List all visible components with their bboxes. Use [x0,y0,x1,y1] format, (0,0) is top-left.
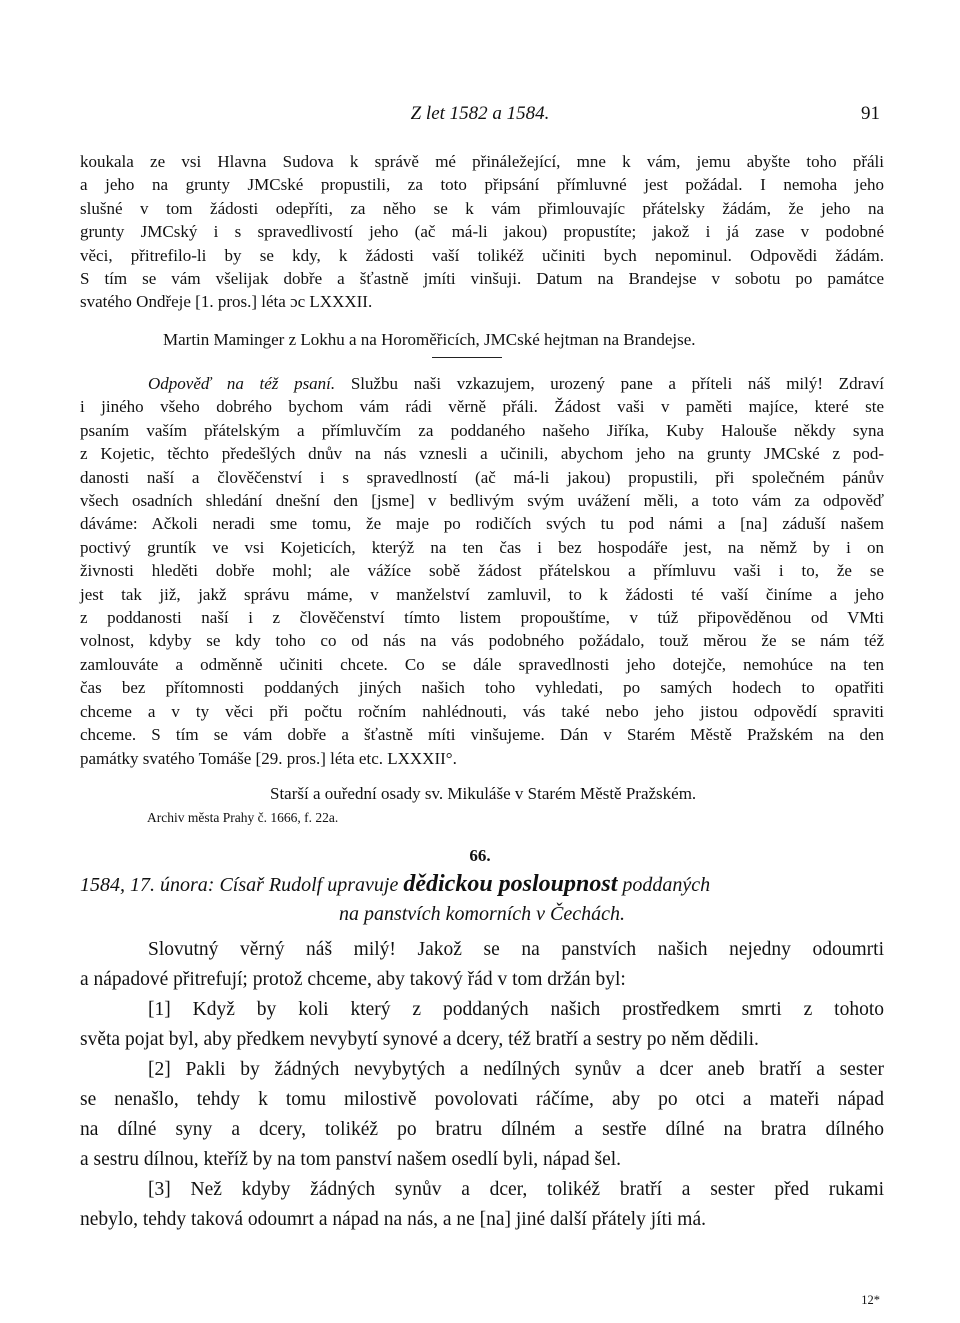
text-line: z Kojetic, těchto předešlých dnův na nás vznesli a učinili, abychom jeho na grunty JMCské z pod- [80,444,884,464]
text-line [80,372,884,395]
heading-prefix: 1584, 17. února: Císař Rudolf upravuje [80,874,404,896]
text-line: jest tak již, jakž správu máme, v manželství zamluvil, to k žádosti té vaší činíme a jeho [80,584,884,604]
text-line: a sestru dílnou, kteříž by na tom panství našem osedlí byli, nápad šel. [80,1149,622,1170]
text-line: památky svatého Tomáše [29. pros.] léta etc. LXXXII°. [80,748,457,768]
text-line: světa pojat byl, aby předkem nevybytí synové a dcery, též bratří a sestry po něm dědili. [80,1029,759,1050]
text-line: nebylo, tehdy taková odoumrt a nápad na nás, a ne [na] jiné další přátely jíti má. [80,1209,706,1230]
text-line: psaním vaším přátelským a přímluvčím za poddaného našeho Jiříka, Kuby Halouše někdy syna [80,420,884,440]
document-number: 66. [469,846,491,865]
running-title: Z let 1582 a 1584. [410,103,550,124]
document-heading [80,870,884,929]
text-line: [1] Když by koli který z poddaných našich prostředkem smrti z tohoto [148,999,884,1020]
archive-note: Archiv města Prahy č. 1666, f. 22a. [147,810,339,825]
text-line: věci, přitrefilo-li by se kdy, k žádosti vaší tolikéž učiniti bych nepominul. Odpovědi žádám. [80,245,884,265]
running-head [80,103,880,129]
text-line: poctivý gruntík ve vsi Kojeticích, kterýž na ten čas i bez hospodáře jest, na němž by i on [80,537,884,557]
heading-line [80,870,884,900]
text-line: na dílné syny a dcery, tolikéž po bratru dílném a sestře dílné na bratra dílného [80,1119,884,1140]
text-line: grunty JMCský i s spravedlivostí jeho (ač má-li jakou) propustíte; jakož i já zase v podobné [80,222,884,242]
reply-lead: Odpověď na též psaní. [148,374,336,393]
text-line: i jiného všeho dobrého bychom vám rádi věrně přáli. Žádost vaši v paměti majíce, které ste [80,397,884,417]
text-line: slušné v tom žádosti odepříti, za něho se k vám přimlouvajíc přátelsky žádám, že jeho na [80,198,884,218]
paragraph-continuation [80,150,884,314]
text-line: Slovutný věrný náš milý! Jakož se na panstvích našich nejedny odoumrti [148,939,884,960]
text-line: zamlouváte a odměnně učiniti chcete. Co se dále spravedlnosti jeho dotejče, nemohúce na ten [80,654,884,674]
signature-block [80,328,884,351]
text-line: svatého Ondřeje [1. pros.] léta ɔc LXXXII. [80,292,373,312]
heading-line-2: na panstvích komorních v Čechách. [338,903,626,925]
text-line: čas bez přítomnosti poddaných jiných našich toho vyhledati, po samých hodech to opatřiti [80,678,884,698]
heading-suffix: poddaných [617,874,711,896]
text-line: danosti naší a člověčenství i s spravedlností (ač má-li jakou) propustili, při společném pánův [80,467,884,487]
text-line: dáváme: Ačkoli neradi sme tomu, že maje po rodičích svých tu pod námi a [na] záduší našem [80,514,884,534]
printer-signature: 12* [861,1293,880,1307]
text-line: chceme. S tím se vám dobře a šťastně míti vinšujeme. Dán v Starém Městě Pražském na den [80,725,884,745]
signature-block [80,782,884,805]
text-line: a nápadové přitrefují; protož chceme, aby takový řád v tom držán byl: [80,969,626,990]
reply-first-line: Službu naši vzkazujem, urozený pane a příteli náš milý! Zdraví [335,374,884,393]
text-line: [2] Pakli by žádných nevybytých a nedílných synův a dcer aneb bratří a sester [148,1059,884,1080]
text-line: S tím se vám všelijak dobře a šťastně jmíti vinšuji. Datum na Brandejse v sobotu po památce [80,269,884,289]
text-line: živnosti hleděti dobře mohl; ale vážíce sobě žádost přátelskou a přímluvu vaši i to, že se [80,561,884,581]
page-number: 91 [861,103,880,124]
section-divider [432,357,502,358]
reply-letter [80,372,884,770]
text-line: a jeho na grunty JMCské propustili, za toto připsání přímluvné jest požádal. I nemoha jeho [80,175,884,195]
text-line: všech osadních shledání dnešní den [jsme] v bedlivým svým uvážení měli, a toto vám za odpověď [80,491,884,511]
heading-keyword: dědickou posloupnost [403,871,618,897]
text-line: koukala ze vsi Hlavna Sudova k správě mé přináležející, mne k vám, jemu abyšte toho přáli [80,152,884,171]
text-line: z poddanosti naší i z člověčenství tímto listem propouštíme, v túž připověděnou od VMti [80,608,884,628]
signature-maminger: Martin Maminger z Lokhu a na Horoměřicích, JMCské hejtman na Brandejse. [163,330,696,349]
edict-text [80,935,884,1235]
text-line: chceme a v ty věci při počtu ročním nahlédnouti, vás také nebo jeho jistou odpovědí spraviti [80,701,884,721]
signature-mikulas: Starší a ouřední osady sv. Mikuláše v Starém Městě Pražském. [270,784,697,803]
text-line: [3] Než kdyby žádných synův a dcer, tolikéž bratří a sester před rukami [148,1179,884,1200]
text-line: volnost, kdyby se kdy toho co od nás na vás podobného požádalo, touž měrou že se nám též [80,631,884,651]
text-line: se nenašlo, tehdy k tomu milostivě povolovati ráčíme, aby po otci a mateři nápad [80,1089,884,1110]
